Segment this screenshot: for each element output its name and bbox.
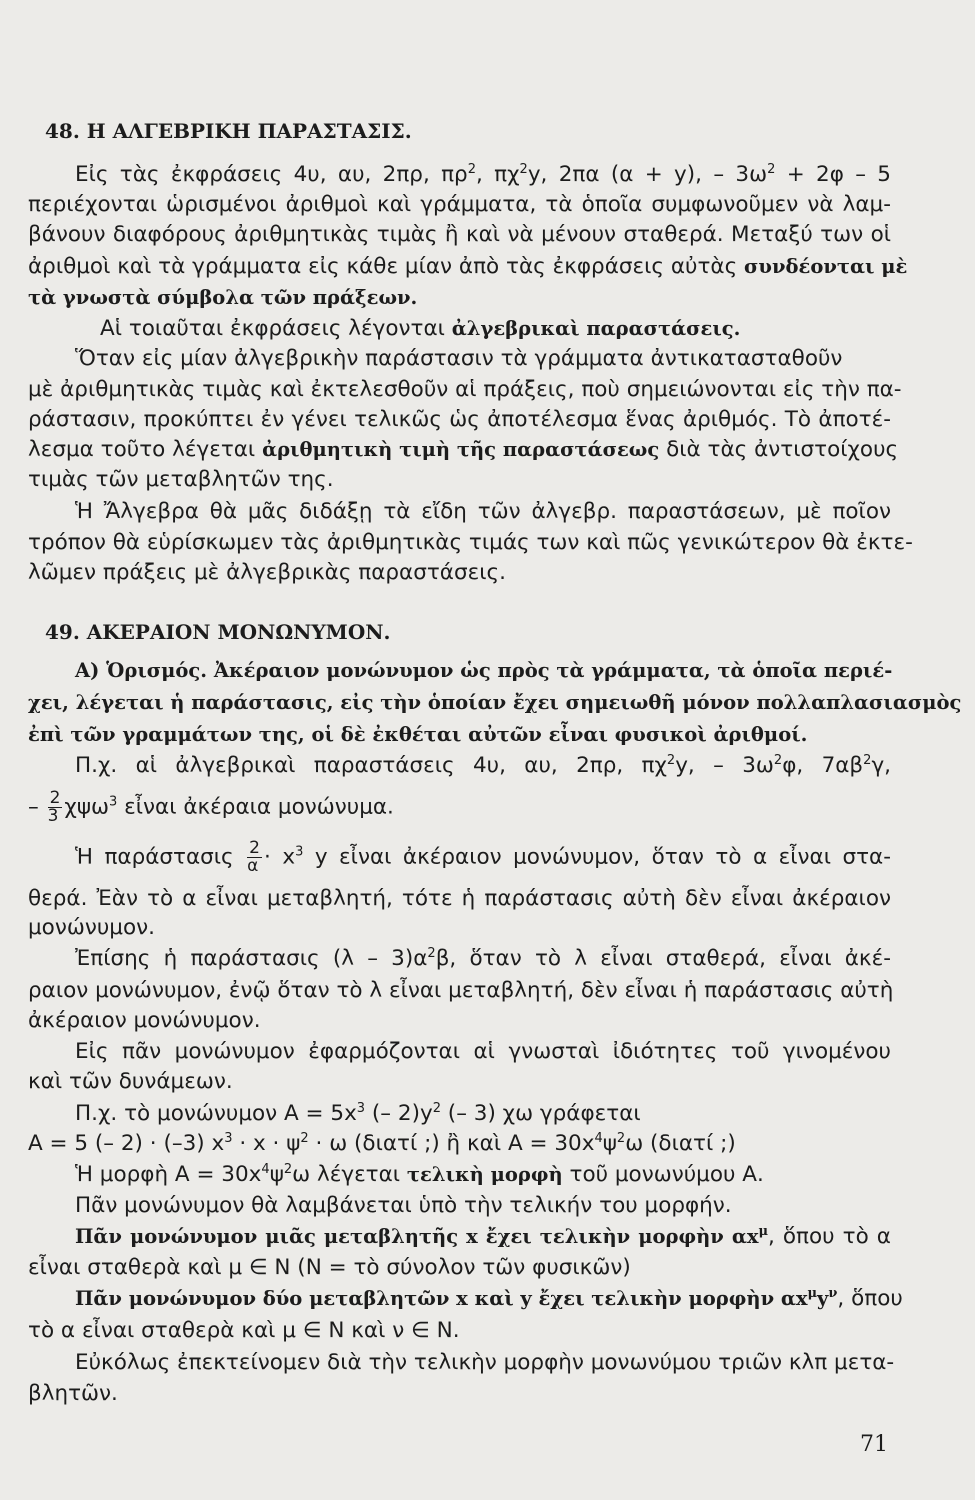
- text-line: τιμὰς τῶν μεταβλητῶν της.: [28, 467, 334, 492]
- definition-line: χει, λέγεται ἡ παράστασις, εἰς τὴν ὁποίαν ἔχει σημειωθῆ μόνον πολλαπλασιασμὸς: [28, 691, 962, 714]
- text-line: Ὅταν εἰς μίαν ἀλγεβρικὴν παράστασιν τὰ γράμματα ἀντικατασταθοῦν: [75, 346, 843, 371]
- fraction: $\frac{2}{\alpha}$: [247, 838, 260, 876]
- text-line: καὶ τῶν δυνάμεων.: [28, 1069, 233, 1094]
- text-line: Αἱ τοιαῦται ἐκφράσεις λέγονται ἀλγεβρικαὶ παραστάσεις.: [100, 316, 741, 341]
- text-line: ἀριθμοὶ καὶ τὰ γράμματα εἰς κάθε μίαν ἀπὸ τὰς ἐκφράσεις αὐτὰς συνδέονται μὲ: [28, 254, 908, 279]
- text-line: Ἐπίσης ἡ παράστασις $(\lambda - 3)\alpha^2\beta$, ὅταν τὸ λ εἶναι σταθερά, εἶναι ἀκέ-: [75, 945, 891, 971]
- text-line: μονώνυμον.: [28, 915, 155, 940]
- text-line: μὲ ἀριθμητικὰς τιμὰς καὶ ἐκτελεσθοῦν αἱ πράξεις, ποὺ σημειώνονται εἰς τὴν πα-: [28, 377, 902, 402]
- text-line: ραιον μονώνυμον, ἐνῷ ὅταν τὸ λ εἶναι μεταβλητή, δὲν εἶναι ἡ παράστασις αὐτὴ: [28, 978, 894, 1003]
- example-line: Π.χ. τὸ μονώνυμον $A = 5x^3$ (– $2)y^2$ (– 3) χω γράφεται: [75, 1100, 641, 1126]
- text-line: Εἰς τὰς ἐκφράσεις 4υ, αυ, 2πρ, $\pi\rho^2$, $\pi\chi^2y$, 2πα (α + y), – $3\omega^2 + 2\varphi - 5$: [75, 161, 891, 187]
- rule-line: εἶναι σταθερὰ καὶ μ ∈ Ν (Ν = τὸ σύνολον τῶν φυσικῶν): [28, 1255, 631, 1280]
- text-line: ράστασιν, προκύπτει ἐν γένει τελικῶς ὡς ἀποτέλεσμα ἕνας ἀριθμός. Τὸ ἀποτέ-: [28, 407, 891, 432]
- text-line: τὰ γνωστὰ σύμβολα τῶν πράξεων.: [28, 286, 418, 309]
- page-number: 71: [860, 1432, 888, 1457]
- text-line: βάνουν διαφόρους ἀριθμητικὰς τιμὰς ἢ καὶ νὰ μένουν σταθερά. Μεταξύ των οἱ: [28, 222, 891, 247]
- fraction: $\frac{2}{3}$: [47, 788, 61, 826]
- section-49-title: 49. ΑΚΕΡΑΙΟΝ ΜΟΝΩΝΥΜΟΝ.: [45, 620, 391, 644]
- text-line: Εὐκόλως ἐπεκτείνομεν διὰ τὴν τελικὴν μορφὴν μονωνύμου τριῶν κλπ μετα-: [75, 1350, 895, 1375]
- definition-line: Α) Ὁρισμός. Ἀκέραιον μονώνυμον ὡς πρὸς τὰ γράμματα, τὰ ὁποῖα περιέ-: [75, 659, 893, 682]
- text-line: θερά. Ἐὰν τὸ α εἶναι μεταβλητή, τότε ἡ παράστασις αὐτὴ δὲν εἶναι ἀκέραιον: [28, 886, 891, 911]
- text-line: Ἡ μορφὴ $A = 30x^4\psi^2\omega$ λέγεται τελικὴ μορφὴ τοῦ μονωνύμου Α.: [75, 1161, 764, 1187]
- text-line: λῶμεν πράξεις μὲ ἀλγεβρικὰς παραστάσεις.: [28, 560, 506, 585]
- text-line: λεσμα τοῦτο λέγεται ἀριθμητικὴ τιμὴ τῆς παραστάσεως διὰ τὰς ἀντιστοίχους: [28, 437, 899, 462]
- text-line: Εἰς πᾶν μονώνυμον ἐφαρμόζονται αἱ γνωσταὶ ἰδιότητες τοῦ γινομένου: [75, 1039, 891, 1064]
- definition-line: ἐπὶ τῶν γραμμάτων της, οἱ δὲ ἐκθέται αὐτῶν εἶναι φυσικοὶ ἀριθμοί.: [28, 723, 808, 746]
- example-line: Π.χ. αἱ ἀλγεβρικαὶ παραστάσεις 4υ, αυ, 2πρ, $\pi\chi^2y$, – $3\omega^2\varphi$, $7\alpha\beta^2\gamma$,: [75, 752, 891, 778]
- text-line: βλητῶν.: [28, 1381, 118, 1406]
- section-48-title: 48. Η ΑΛΓΕΒΡΙΚΗ ΠΑΡΑΣΤΑΣΙΣ.: [45, 119, 412, 143]
- rule-line: Πᾶν μονώνυμον δύο μεταβλητῶν x καὶ y ἔχει τελικὴν μορφὴν $\alpha x^\mu y^\nu$, ὅπου: [75, 1285, 903, 1311]
- example-line: – $\frac{2}{3}$ χψω$^3$ εἶναι ἀκέραια μονώνυμα.: [28, 788, 394, 826]
- rule-line: Πᾶν μονώνυμον μιᾶς μεταβλητῆς x ἔχει τελικὴν μορφὴν $\alpha x^\mu$, ὅπου τὸ α: [75, 1223, 891, 1249]
- text-line: περιέχονται ὡρισμένοι ἀριθμοὶ καὶ γράμματα, τὰ ὁποῖα συμφωνοῦμεν νὰ λαμ-: [28, 192, 891, 217]
- example-line: Α = 5 (– 2) · (–3) $x^3 \cdot x \cdot \psi^2 \cdot \omega$ (διατί ;) ἢ καὶ $A = 30x^4\psi^2\omega$ (διατί ;): [28, 1130, 736, 1156]
- text-line: τρόπον θὰ εὑρίσκωμεν τὰς ἀριθμητικὰς τιμάς των καὶ πῶς γενικώτερον θὰ ἐκτε-: [28, 530, 913, 555]
- text-line: Πᾶν μονώνυμον θὰ λαμβάνεται ὑπὸ τὴν τελικήν του μορφήν.: [75, 1193, 732, 1218]
- text-line: Ἡ παράστασις $\frac{2}{\alpha}$ · $x^3$ y εἶναι ἀκέραιον μονώνυμον, ὅταν τὸ α εἶναι στα-: [75, 838, 891, 876]
- text-line: Ἡ Ἄλγεβρα θὰ μᾶς διδάξῃ τὰ εἴδη τῶν ἀλγεβρ. παραστάσεων, μὲ ποῖον: [75, 499, 891, 524]
- text-line: ἀκέραιον μονώνυμον.: [28, 1008, 261, 1033]
- rule-line: τὸ α εἶναι σταθερὰ καὶ μ ∈ Ν καὶ ν ∈ Ν.: [28, 1318, 460, 1343]
